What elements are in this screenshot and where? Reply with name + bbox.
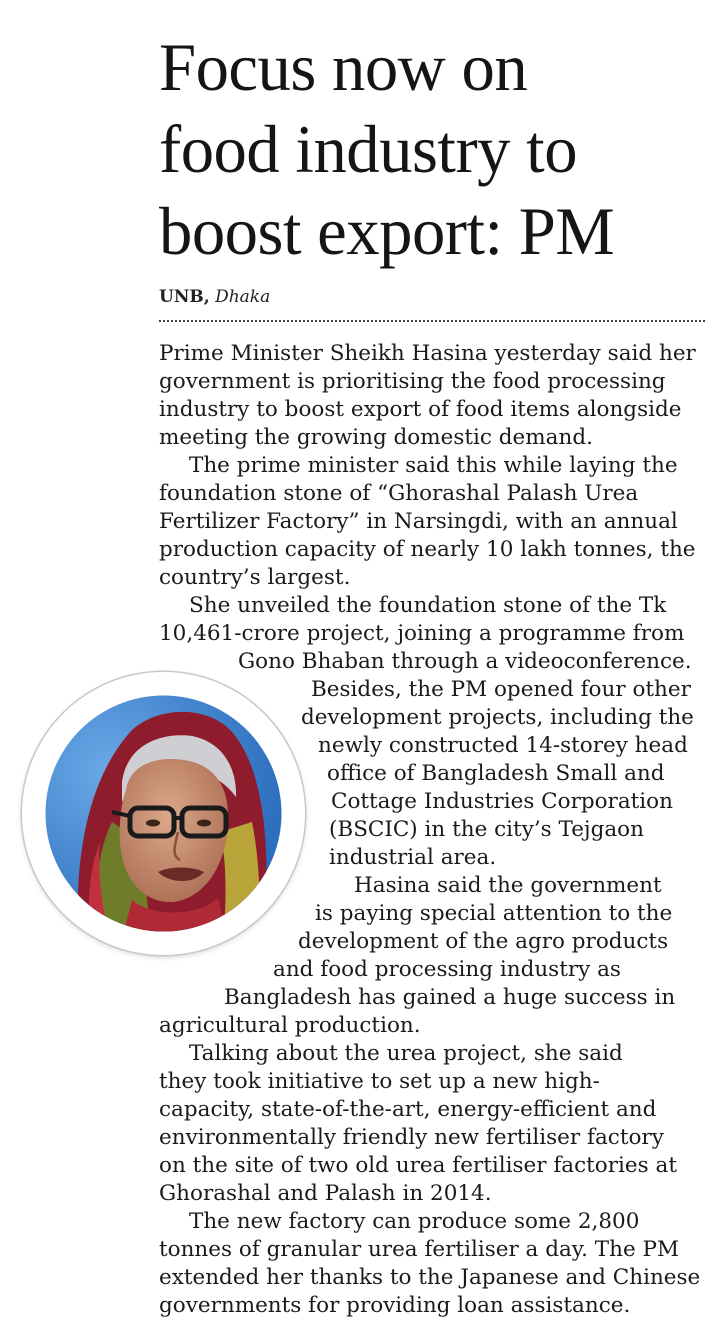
body-line: and food processing industry as — [273, 957, 621, 982]
body-line: meeting the growing domestic demand. — [159, 425, 593, 450]
body-line: industry to boost export of food items alongside — [159, 397, 682, 422]
body-line: Ghorashal and Palash in 2014. — [159, 1181, 492, 1206]
body-line: industrial area. — [329, 845, 497, 870]
body-line: Fertilizer Factory” in Narsingdi, with an annual — [159, 509, 678, 534]
byline-place: Dhaka — [215, 287, 271, 307]
body-line: Prime Minister Sheikh Hasina yesterday said her — [159, 341, 696, 366]
dotted-divider — [159, 320, 705, 322]
body-line: development projects, including the — [301, 705, 694, 730]
body-line: 10,461-crore project, joining a programme from — [159, 621, 685, 646]
body-line: extended her thanks to the Japanese and Chinese — [159, 1265, 701, 1290]
body-line: Cottage Industries Corporation — [331, 789, 673, 814]
body-line: they took initiative to set up a new high- — [159, 1069, 600, 1094]
headline-line: boost export: PM — [159, 193, 615, 269]
body-line: (BSCIC) in the city’s Tejgaon — [329, 817, 644, 842]
body-line: agricultural production. — [159, 1013, 421, 1038]
body-line: development of the agro products — [298, 929, 669, 954]
body-line: governments for providing loan assistance. — [159, 1293, 631, 1318]
body-line: is paying special attention to the — [315, 901, 673, 926]
body-line: She unveiled the foundation stone of the Tk — [189, 593, 667, 618]
body-line: The new factory can produce some 2,800 — [189, 1209, 640, 1234]
portrait-illustration — [22, 672, 305, 955]
portrait-photo — [22, 672, 305, 955]
body-line: Talking about the urea project, she said — [189, 1041, 623, 1066]
byline — [159, 287, 270, 307]
body-line: production capacity of nearly 10 lakh tonnes, the — [159, 537, 696, 562]
body-line: Bangladesh has gained a huge success in — [224, 985, 676, 1010]
headline-line: Focus now on — [159, 29, 528, 105]
headline-line: food industry to — [159, 111, 578, 187]
body-line: newly constructed 14-storey head — [318, 733, 688, 758]
body-line: tonnes of granular urea fertiliser a day. The PM — [159, 1237, 679, 1262]
byline-agency: UNB, — [159, 287, 210, 307]
body-line: Besides, the PM opened four other — [311, 677, 691, 702]
body-line: Hasina said the government — [354, 873, 662, 898]
body-line: environmentally friendly new fertiliser factory — [159, 1125, 664, 1150]
body-line: on the site of two old urea fertiliser factories at — [159, 1153, 677, 1178]
body-line: The prime minister said this while laying the — [189, 453, 678, 478]
body-line: foundation stone of “Ghorashal Palash Urea — [159, 481, 639, 506]
body-line: Gono Bhaban through a videoconference. — [238, 649, 692, 674]
body-line: government is prioritising the food processing — [159, 369, 666, 394]
body-line: office of Bangladesh Small and — [327, 761, 665, 786]
body-line: capacity, state-of-the-art, energy-efficient and — [159, 1097, 657, 1122]
body-line: country’s largest. — [159, 565, 351, 590]
headline — [159, 26, 716, 272]
